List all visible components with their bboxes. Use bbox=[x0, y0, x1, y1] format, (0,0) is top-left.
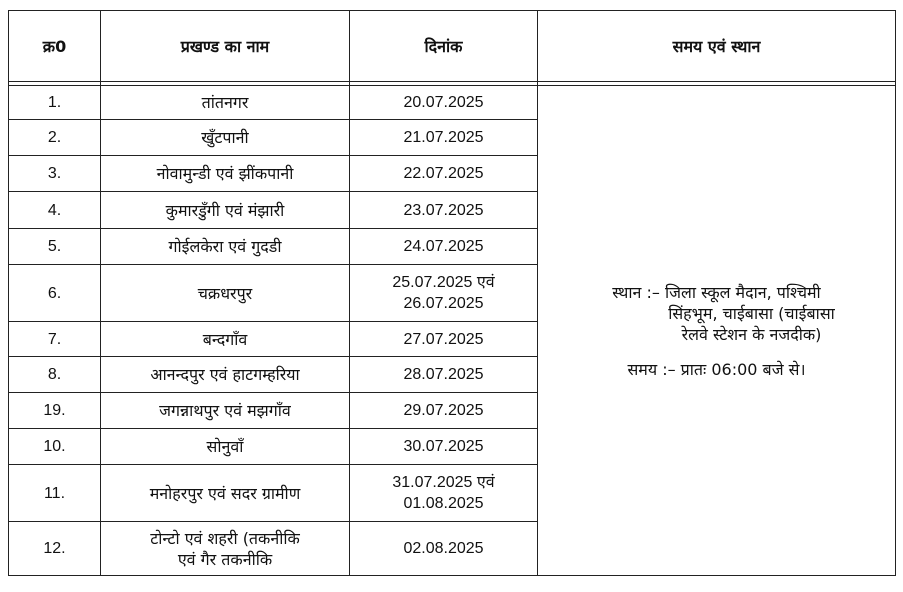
block-cell: सोनुवाँ bbox=[101, 429, 350, 465]
header-date: दिनांक bbox=[350, 11, 538, 82]
header-block-name: प्रखण्ड का नाम bbox=[101, 11, 350, 82]
date-cell: 22.07.2025 bbox=[350, 156, 538, 192]
block-line-2: एवं गैर तकनीकि bbox=[177, 549, 273, 569]
serial-cell: 7. bbox=[9, 322, 101, 357]
serial-cell: 4. bbox=[9, 192, 101, 229]
date-cell: 27.07.2025 bbox=[350, 322, 538, 357]
date-line-1: 31.07.2025 एवं bbox=[392, 474, 495, 491]
venue-place-line2: सिंहभूम, चाईबासा (चाईबासा bbox=[668, 303, 835, 323]
serial-cell: 5. bbox=[9, 229, 101, 265]
block-cell: तांतनगर bbox=[101, 86, 350, 120]
block-cell: चक्रधरपुर bbox=[101, 265, 350, 322]
table-row bbox=[9, 86, 896, 120]
block-cell: मनोहरपुर एवं सदर ग्रामीण bbox=[101, 465, 350, 522]
date-line-2: 01.08.2025 bbox=[403, 495, 484, 512]
date-cell: 20.07.2025 bbox=[350, 86, 538, 120]
header-serial: क्र0 bbox=[9, 11, 101, 82]
block-cell: गोईलकेरा एवं गुदडी bbox=[101, 229, 350, 265]
venue-place-line1: स्थान :– जिला स्कूल मैदान, पश्चिमी bbox=[612, 282, 821, 302]
header-time-place: समय एवं स्थान bbox=[538, 11, 896, 82]
block-cell: नोवामुन्डी एवं झींकपानी bbox=[101, 156, 350, 192]
date-cell: 28.07.2025 bbox=[350, 357, 538, 393]
schedule-table bbox=[8, 10, 896, 576]
block-cell: जगन्नाथपुर एवं मझगाँव bbox=[101, 393, 350, 429]
date-cell: 02.08.2025 bbox=[350, 522, 538, 576]
date-cell bbox=[350, 265, 538, 322]
serial-cell: 12. bbox=[9, 522, 101, 576]
date-cell: 30.07.2025 bbox=[350, 429, 538, 465]
block-cell: खुँटपानी bbox=[101, 120, 350, 156]
date-cell: 29.07.2025 bbox=[350, 393, 538, 429]
venue-time: समय :– प्रातः 06:00 बजे से। bbox=[627, 359, 806, 379]
serial-cell: 2. bbox=[9, 120, 101, 156]
block-line-1: टोन्टो एवं शहरी (तकनीकि bbox=[150, 528, 300, 548]
header-row bbox=[9, 11, 896, 82]
block-cell: कुमारडुँगी एवं मंझारी bbox=[101, 192, 350, 229]
serial-cell: 8. bbox=[9, 357, 101, 393]
serial-cell: 3. bbox=[9, 156, 101, 192]
serial-cell: 1. bbox=[9, 86, 101, 120]
serial-cell: 19. bbox=[9, 393, 101, 429]
block-cell: बन्दगाँव bbox=[101, 322, 350, 357]
date-line-1: 25.07.2025 एवं bbox=[392, 274, 495, 291]
date-cell: 21.07.2025 bbox=[350, 120, 538, 156]
serial-cell: 6. bbox=[9, 265, 101, 322]
block-cell: आनन्दपुर एवं हाटगम्हरिया bbox=[101, 357, 350, 393]
block-cell bbox=[101, 522, 350, 576]
venue-place-line3: रेलवे स्टेशन के नजदीक) bbox=[681, 324, 822, 344]
date-cell: 24.07.2025 bbox=[350, 229, 538, 265]
serial-cell: 10. bbox=[9, 429, 101, 465]
date-line-2: 26.07.2025 bbox=[403, 295, 484, 312]
date-cell: 23.07.2025 bbox=[350, 192, 538, 229]
date-cell bbox=[350, 465, 538, 522]
serial-cell: 11. bbox=[9, 465, 101, 522]
venue-cell bbox=[538, 86, 896, 576]
